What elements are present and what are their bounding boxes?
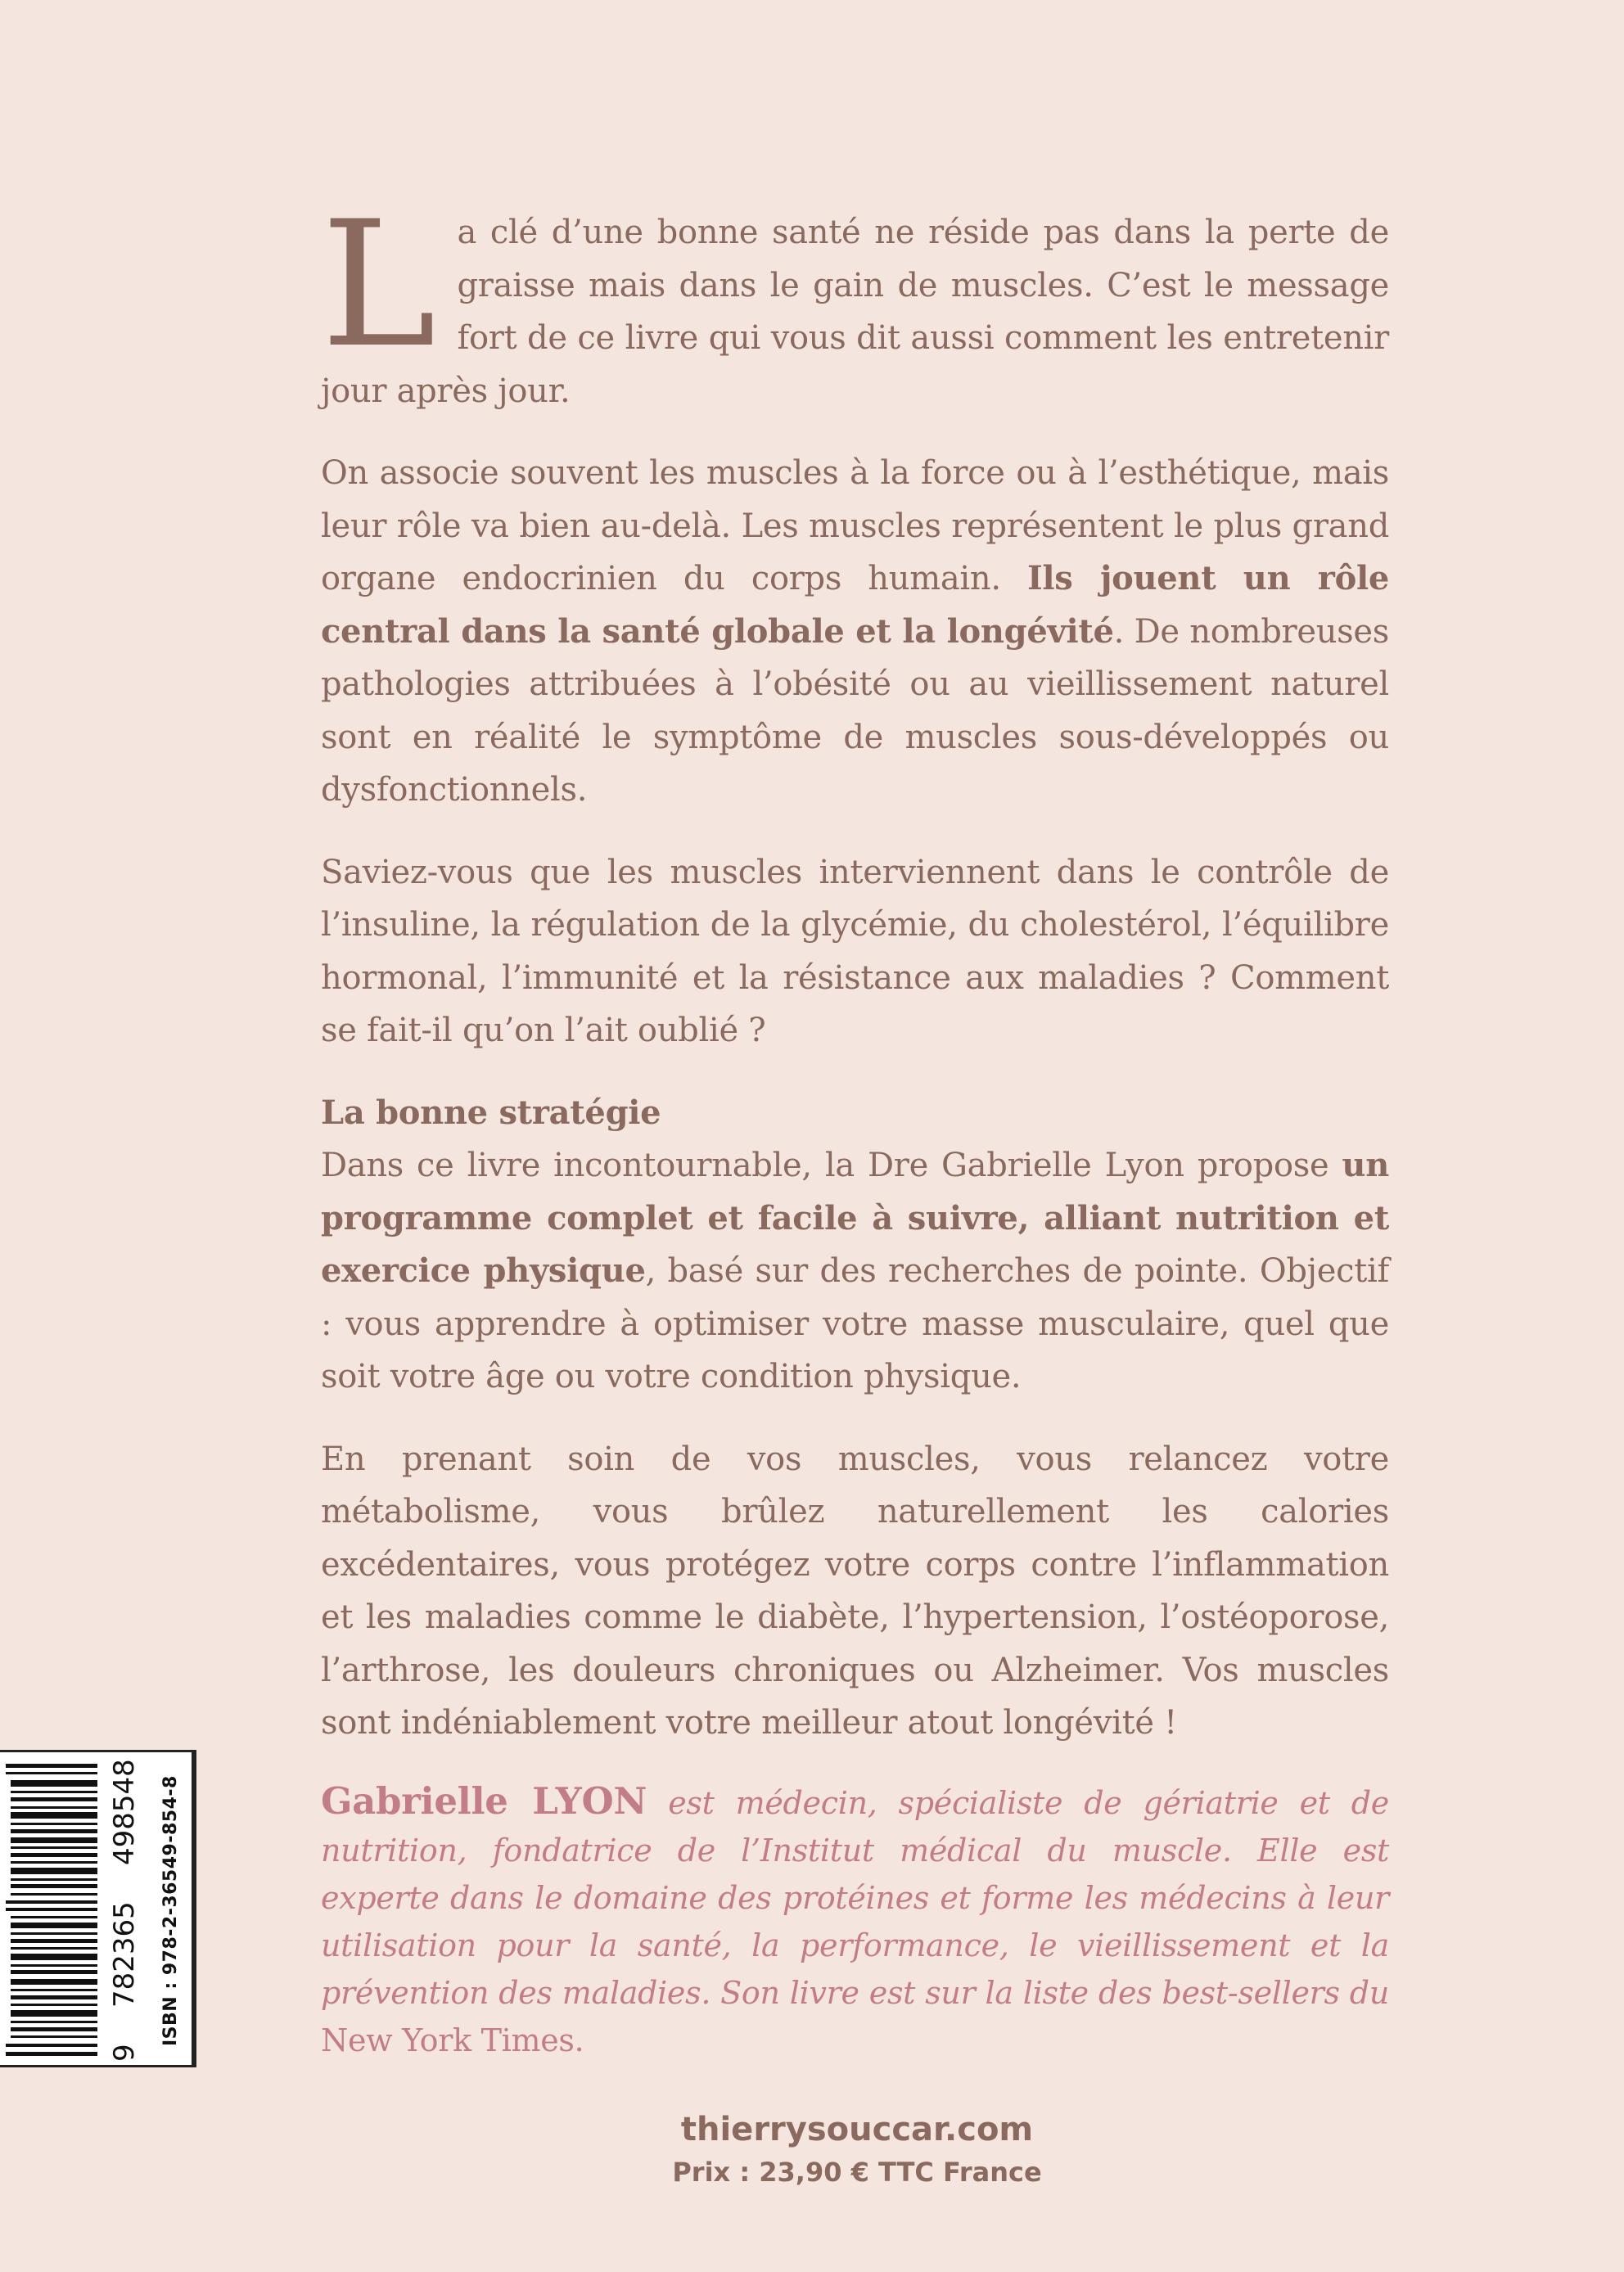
drop-cap: L xyxy=(321,183,436,385)
author-name: Gabrielle LYON xyxy=(321,1779,647,1823)
paragraph-text: Dans ce livre incontournable, la Dre Gabrielle Lyon propose xyxy=(321,1147,1342,1184)
paragraph-text: , basé sur des recherches de pointe. Objectif : vous apprendre à optimiser votre masse musculaire, quel que soit votre âge ou votre condition physique. xyxy=(321,1252,1389,1395)
paragraph-text: On associe souvent les muscles à la force ou à l’esthétique, mais leur rôle va bien au-delà. Les muscles représentent le plus grand organe endocrinien du corps humain. xyxy=(321,454,1389,597)
paragraph-text: . De nombreuses pathologies attribuées à l’obésité ou au vieillissement naturel sont en réalité le symptôme de muscles sous-développés ou dysfonctionnels. xyxy=(321,612,1389,809)
publisher-website: thierrysouccar.com xyxy=(680,2111,1034,2148)
isbn-label: ISBN : 978-2-36549-854-8 xyxy=(150,1752,194,2067)
paragraph-muscles-role xyxy=(321,447,1389,817)
barcode-digit-first: 9 xyxy=(108,2044,141,2062)
paragraph-strategy xyxy=(321,1139,1389,1404)
author-bio xyxy=(321,1778,1389,2064)
intro-paragraph xyxy=(321,183,1389,417)
emphasis-text: un programme complet et facile à suivre, alliant nutrition et exercice physique xyxy=(321,1146,1389,1290)
section-heading: La bonne stratégie xyxy=(321,1093,661,1132)
bio-text: est médecin, spécialiste de gériatrie et de nutrition, fondatrice de l’Institut médical du muscle. Elle est experte dans le domaine des protéines et forme les médecins à leur utilisation pour la santé, la performance, le vieillissement et la prévention des maladies. Son livre est sur la liste des best-sellers du xyxy=(321,1785,1389,2011)
barcode-digit-group: 782365 xyxy=(108,1901,141,2008)
footer xyxy=(0,2107,1624,2193)
price-label: Prix : 23,90 € TTC France xyxy=(672,2157,1042,2188)
barcode-digit-group: 498548 xyxy=(108,1759,141,1865)
barcode-bars xyxy=(0,1760,97,2060)
paragraph-benefits: En prenant soin de vos muscles, vous relancez votre métabolisme, vous brûlez naturellement les calories excédentaires, vous protégez votre corps contre l’inflammation et les maladies comme le diabète, l’hypertension, l’ostéoporose, l’arthrose, les douleurs chroniques ou Alzheimer. Vos muscles sont indéniablement votre meilleur atout longévité ! xyxy=(321,1440,1389,1742)
barcode-digits xyxy=(99,1759,150,2062)
emphasis-text: Ils jouent un rôle central dans la santé globale et la longévité xyxy=(321,559,1390,651)
publication-name: New York Times. xyxy=(321,2022,584,2058)
paragraph-questions: Saviez-vous que les muscles interviennent dans le contrôle de l’insuline, la régulation de la glycémie, du cholestérol, l’équilibre hormonal, l’immunité et la résistance aux maladies ? Comment se fait-il qu’on l’ait oublié ? xyxy=(321,853,1389,1049)
back-cover-text xyxy=(321,183,1390,1750)
barcode xyxy=(0,1750,196,2067)
intro-text: a clé d’une bonne santé ne réside pas dans la perte de graisse mais dans le gain de muscles. C’est le message fort de ce livre qui vous dit aussi comment les entretenir jour après jour. xyxy=(321,214,1389,410)
